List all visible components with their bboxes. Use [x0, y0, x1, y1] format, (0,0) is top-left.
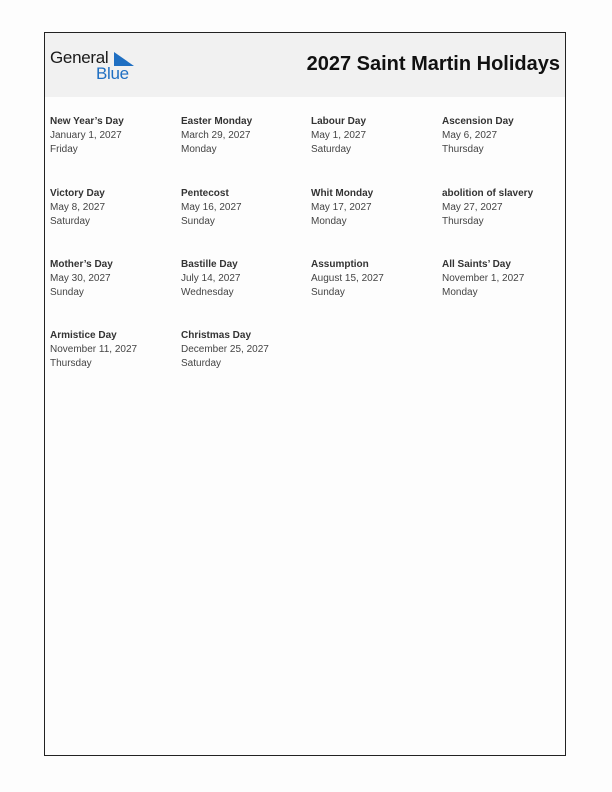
holiday-date: July 14, 2027: [181, 273, 241, 284]
holiday-item: [181, 115, 309, 157]
holiday-date: May 1, 2027: [311, 130, 367, 141]
holiday-item: [442, 115, 570, 157]
holiday-name: Christmas Day: [181, 330, 252, 341]
holiday-weekday: Saturday: [50, 216, 91, 227]
holiday-item: [50, 187, 178, 229]
holiday-name: Assumption: [311, 259, 369, 270]
holiday-weekday: Saturday: [181, 358, 222, 369]
logo-text-general: General: [50, 48, 109, 67]
holiday-weekday: Saturday: [311, 144, 352, 155]
holiday-name: abolition of slavery: [442, 188, 534, 199]
holiday-date: May 27, 2027: [442, 202, 503, 213]
holiday-date: May 16, 2027: [181, 202, 242, 213]
generalblue-logo: [50, 48, 140, 84]
holiday-item: [181, 329, 309, 371]
page-title: 2027 Saint Martin Holidays: [306, 53, 560, 75]
holiday-name: Labour Day: [311, 116, 367, 127]
holiday-weekday: Sunday: [181, 216, 215, 227]
holiday-date: March 29, 2027: [181, 130, 251, 141]
holiday-item: [311, 187, 439, 229]
holiday-date: December 25, 2027: [181, 344, 269, 355]
holiday-weekday: Friday: [50, 144, 78, 155]
holiday-weekday: Sunday: [311, 287, 345, 298]
holiday-weekday: Sunday: [50, 287, 84, 298]
holiday-item: [50, 258, 178, 300]
holiday-name: Armistice Day: [50, 330, 117, 341]
holiday-name: Victory Day: [50, 188, 105, 199]
holiday-name: New Year’s Day: [50, 116, 124, 127]
holiday-weekday: Wednesday: [181, 287, 234, 298]
holiday-item: [442, 187, 570, 229]
holiday-weekday: Monday: [181, 144, 217, 155]
holiday-date: January 1, 2027: [50, 130, 122, 141]
holiday-weekday: Monday: [311, 216, 347, 227]
holiday-item: [50, 329, 178, 371]
holiday-item: [50, 115, 178, 157]
holiday-name: Ascension Day: [442, 116, 514, 127]
holiday-weekday: Thursday: [442, 144, 484, 155]
holiday-date: May 17, 2027: [311, 202, 372, 213]
holiday-date: May 8, 2027: [50, 202, 106, 213]
holiday-weekday: Thursday: [442, 216, 484, 227]
holiday-weekday: Monday: [442, 287, 478, 298]
holiday-weekday: Thursday: [50, 358, 92, 369]
holiday-item: [311, 258, 439, 300]
holiday-name: Easter Monday: [181, 116, 253, 127]
logo-text-blue: Blue: [96, 64, 129, 83]
holiday-name: Pentecost: [181, 188, 229, 199]
holiday-item: [442, 258, 570, 300]
holiday-date: May 30, 2027: [50, 273, 111, 284]
calendar-page: [44, 32, 566, 756]
holiday-date: August 15, 2027: [311, 273, 384, 284]
holiday-name: Bastille Day: [181, 259, 238, 270]
holiday-date: November 11, 2027: [50, 344, 138, 355]
holiday-date: May 6, 2027: [442, 130, 498, 141]
holiday-item: [181, 187, 309, 229]
holiday-date: November 1, 2027: [442, 273, 525, 284]
holiday-item: [181, 258, 309, 300]
holiday-item: [311, 115, 439, 157]
holiday-name: Whit Monday: [311, 188, 374, 199]
holiday-name: Mother’s Day: [50, 259, 113, 270]
holiday-name: All Saints’ Day: [442, 259, 511, 270]
page-header: [45, 33, 565, 97]
